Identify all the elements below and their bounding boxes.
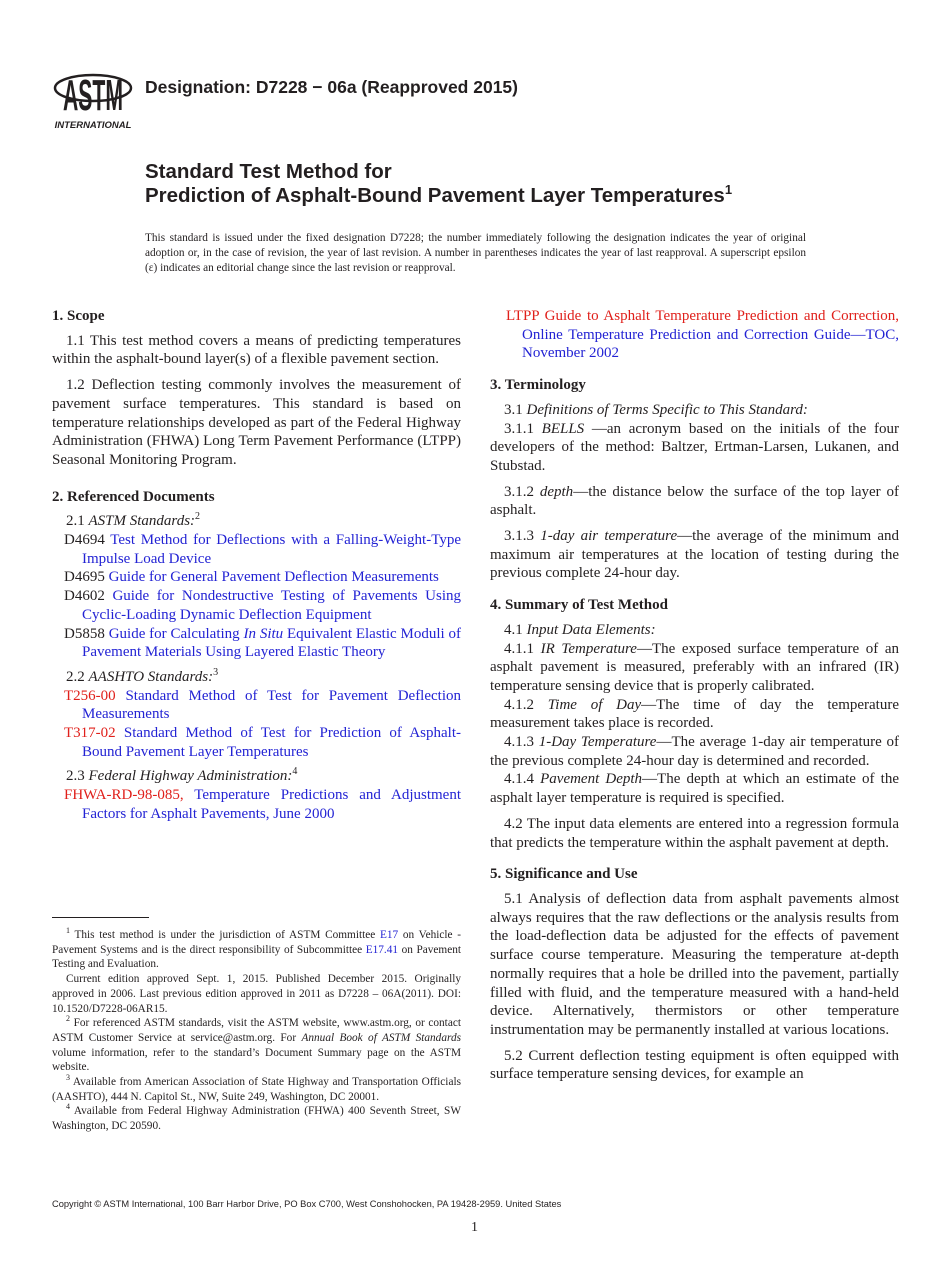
ref-d4602	[52, 587, 461, 624]
ref-link[interactable]: Temperature Predictions and Adjustment Factors for Asphalt Pavements, June 2000	[82, 787, 461, 822]
paragraph-3-1-1	[490, 420, 899, 476]
para-num: 3.1	[504, 401, 527, 418]
ref-code-link[interactable]: T317-02	[64, 725, 116, 742]
para-num: 3.1.1	[504, 420, 542, 437]
ref-link[interactable]	[82, 626, 461, 661]
designation-notice: This standard is issued under the fixed designation D7228; the number immediately following the designation indicates the year of original adoption or, in the case of revision, the year of last revision. A number in parentheses indicates the year of last reapproval. A superscript epsilon (ε) indicates an editorial change since the last revision or reapproval.	[145, 232, 806, 274]
ref-d5858	[52, 625, 461, 662]
definition: —the distance below the surface of the top layer of asphalt.	[490, 483, 900, 519]
para-num: 4.1.4	[504, 771, 541, 788]
section-heading-terminology: 3. Terminology	[490, 377, 586, 394]
term: depth	[539, 483, 574, 500]
paragraph-2-2	[52, 668, 461, 687]
footnote-text: This test method is under the jurisdiction of ASTM Committee	[70, 929, 380, 941]
para-num: 3.1.3	[504, 528, 541, 545]
paragraph-1-2: 1.2 Deflection testing commonly involves the measurement of pavement surface temperatures. This standard is based on temperature relationships developed as part of the Federal Highway Administration (FHWA) Long Term Pavement Performance (LTPP) Seasonal Monitoring Program.	[52, 377, 461, 468]
ref-link[interactable]: Guide for General Pavement Deflection Measurements	[108, 569, 439, 586]
footnote-text: Available from American Association of State Highway and Transportation Officials (AASHTO), 444 N. Capitol St., NW, Suite 249, Washington, DC 20001.	[52, 1076, 461, 1103]
footnote-ref: 2	[195, 511, 201, 523]
ref-link[interactable]: Online Temperature Prediction and Correction Guide—TOC, November 2002	[522, 326, 899, 362]
ref-code: D5858	[64, 625, 105, 642]
ref-code-link[interactable]: T256-00	[64, 687, 116, 704]
footnote-2	[52, 1016, 461, 1075]
ref-link[interactable]: Standard Method of Test for Prediction of Asphalt-Bound Pavement Layer Temperatures	[82, 725, 461, 760]
section-heading-referenced-documents: 2. Referenced Documents	[52, 488, 215, 505]
para-num: 3.1.2	[504, 483, 540, 500]
footnote-italic: Annual Book of ASTM Standards	[301, 1031, 462, 1044]
footnote-ref: 4	[292, 766, 298, 778]
term: 1-Day Temperature	[538, 734, 657, 751]
definition: —an acronym based on the initials of the four developers of the method: Baltzer, Ertman-Larsen, Lukanen, and Stubstad.	[490, 420, 899, 474]
paragraph-3-1-3	[490, 527, 899, 583]
para-num: 2.3	[66, 768, 89, 785]
ref-link-text: Guide for Calculating	[108, 625, 244, 642]
page-title	[145, 160, 732, 208]
definition: —The exposed surface temperature of an asphalt pavement is measured, preferably with an infrared (IR) temperature sensing device that is properly calibrated.	[490, 640, 900, 694]
ref-code: D4694	[64, 532, 105, 549]
designation: Designation: D7228 − 06a (Reapproved 2015)	[145, 77, 518, 97]
term: Time of Day	[547, 696, 642, 713]
footnote-num: 3	[66, 1073, 70, 1083]
title-text: Prediction of Asphalt-Bound Pavement Layer Temperatures	[145, 184, 725, 207]
ref-t256	[52, 687, 461, 724]
footnote-num: 1	[66, 926, 70, 936]
left-column	[52, 307, 461, 824]
para-num: 2.1	[66, 513, 89, 530]
para-num: 4.1.2	[504, 696, 548, 713]
right-column	[490, 307, 899, 1084]
ref-link[interactable]: Standard Method of Test for Pavement Deflection Measurements	[82, 687, 462, 723]
ref-t317	[52, 724, 461, 761]
para-num: 4.1.1	[504, 640, 541, 657]
paragraph-4-1-2	[490, 696, 899, 733]
title-line-2	[145, 184, 732, 208]
para-num: 4.1	[504, 621, 527, 638]
definition: —The time of day the temperature measurement takes place is recorded.	[490, 696, 899, 732]
subcommittee-link[interactable]: E17.41	[365, 943, 399, 956]
paragraph-3-1	[490, 401, 899, 420]
para-label: Input Data Elements:	[526, 621, 656, 638]
ref-d4694	[52, 531, 461, 568]
para-num: 2.2	[66, 668, 89, 685]
para-label: Federal Highway Administration:	[88, 768, 293, 785]
astm-logo	[52, 58, 134, 132]
copyright: Copyright © ASTM International, 100 Barr Harbor Drive, PO Box C700, West Conshohocken, PA 19428-2959. United States	[52, 1199, 562, 1209]
ref-link-italic: In Situ	[243, 625, 284, 642]
ref-ltpp	[490, 307, 899, 363]
definition: —The depth at which an estimate of the asphalt layer temperature is required is specified.	[490, 771, 899, 807]
section-heading-summary: 4. Summary of Test Method	[490, 597, 668, 614]
para-label: ASTM Standards:	[88, 513, 196, 530]
definition: —The average 1-day air temperature of the previous complete 24-hour day is determined and recorded.	[490, 734, 899, 769]
term: BELLS	[541, 420, 585, 437]
ref-code: D4695	[64, 569, 105, 586]
committee-link[interactable]: E17	[379, 929, 399, 941]
section-heading-scope: 1. Scope	[52, 308, 105, 324]
ref-link[interactable]: Guide for Nondestructive Testing of Pavements Using Cyclic-Loading Dynamic Deflection Equipment	[82, 588, 461, 623]
footnotes	[52, 928, 461, 1134]
footnote-text: on Vehicle - Pavement Systems and is the direct responsibility of Subcommittee	[52, 929, 461, 956]
term: Pavement Depth	[540, 771, 643, 788]
paragraph-2-1	[52, 512, 461, 531]
paragraph-4-1	[490, 621, 899, 640]
ref-fhwa	[52, 786, 461, 823]
title-line-1: Standard Test Method for	[145, 160, 392, 183]
para-label: AASHTO Standards:	[88, 668, 214, 685]
paragraph-2-3	[52, 767, 461, 786]
definition: —the average of the minimum and maximum air temperatures at the location of testing during the previous complete 24-hour day.	[490, 528, 899, 582]
footnote-text: volume information, refer to the standard’s Document Summary page on the ASTM website.	[52, 1046, 461, 1074]
footnote-divider	[52, 917, 149, 918]
ref-code-link[interactable]: LTPP Guide to Asphalt Temperature Prediction and Correction,	[506, 308, 899, 324]
footnote-num: 2	[66, 1014, 70, 1024]
ref-d4695	[52, 568, 461, 587]
svg-text:ASTM: ASTM	[63, 71, 123, 120]
footnote-1	[52, 928, 461, 972]
paragraph-5-2: 5.2 Current deflection testing equipment is often equipped with surface temperature sensing devices, for example an	[490, 1047, 899, 1083]
footnote-num: 4	[66, 1102, 70, 1112]
paragraph-5-1: 5.1 Analysis of deflection data from asphalt pavements almost always requires that the raw deflections or the analysis results from the load-deflection data be adjusted for the effects of pavement surface course temperature. Measuring the temperature at-depth normally requires that a hole be drilled into the pavement, partially filled with fluid, and the temperature measured with a hand-held device. Alternatively, thermistors or other temperature instrumentation may be permanently installed at various locations.	[490, 890, 899, 1038]
para-num: 4.1.3	[504, 734, 539, 751]
para-label: Definitions of Terms Specific to This Standard:	[526, 401, 808, 418]
ref-code: D4602	[64, 588, 105, 605]
paragraph-4-1-3	[490, 733, 899, 770]
footnote-text: Available from Federal Highway Administration (FHWA) 400 Seventh Street, SW Washington, DC 20590.	[52, 1105, 461, 1133]
footnote-1-edition: Current edition approved Sept. 1, 2015. Published December 2015. Originally approved in 2006. Last previous edition approved in 2011 as D7228 – 06A(2011). DOI: 10.1520/D7228-06AR15.	[52, 973, 461, 1015]
section-heading-significance: 5. Significance and Use	[490, 866, 638, 883]
paragraph-3-1-2	[490, 483, 899, 520]
paragraph-4-2: 4.2 The input data elements are entered into a regression formula that predicts the temperature within the asphalt pavement at depth.	[490, 815, 899, 851]
term: IR Temperature	[540, 640, 637, 657]
paragraph-4-1-4	[490, 770, 899, 807]
term: 1-day air temperature	[540, 528, 678, 545]
footnote-ref: 3	[213, 666, 219, 678]
ref-link[interactable]: Test Method for Deflections with a Falling-Weight-Type Impulse Load Device	[82, 532, 461, 567]
ref-link-text: Equivalent Elastic Moduli of Pavement Materials Using Layered Elastic Theory	[82, 625, 461, 661]
title-footnote-ref: 1	[724, 182, 733, 198]
ref-code-link[interactable]: FHWA-RD-98-085,	[64, 787, 184, 804]
footnote-text: on Pavement Testing and Evaluation.	[52, 943, 461, 971]
footnote-4	[52, 1104, 461, 1133]
page-number: 1	[471, 1220, 478, 1235]
footnote-3	[52, 1075, 461, 1104]
svg-text:INTERNATIONAL: INTERNATIONAL	[54, 120, 132, 131]
paragraph-1-1: 1.1 This test method covers a means of predicting temperatures within the asphalt-bound layer(s) of a flexible pavement section.	[52, 332, 461, 368]
footnote-text: For referenced ASTM standards, visit the ASTM website, www.astm.org, or contact ASTM Customer Service at service@astm.org. For	[52, 1017, 461, 1044]
paragraph-4-1-1	[490, 640, 899, 696]
